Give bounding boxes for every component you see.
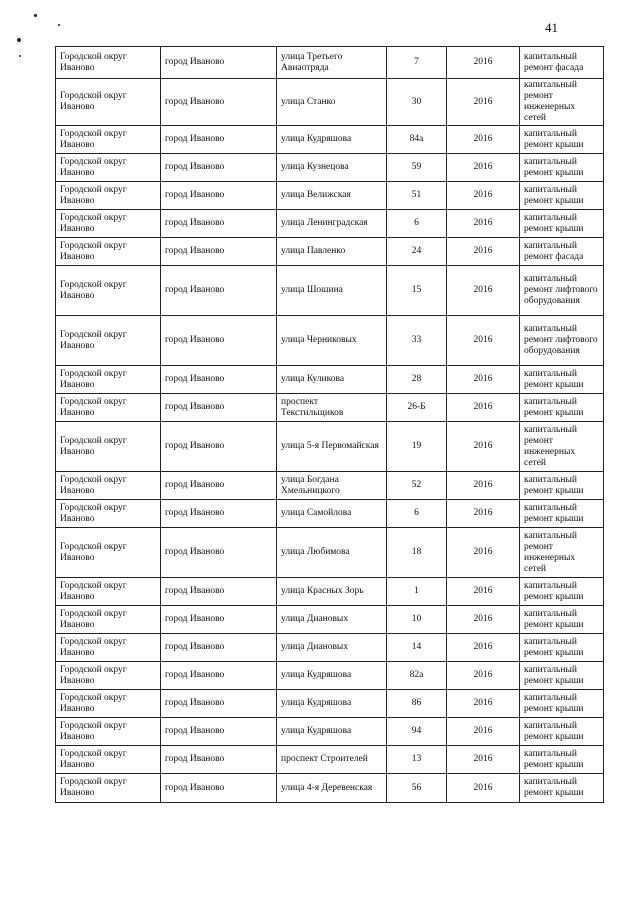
city-cell: город Иваново [161, 662, 277, 690]
house-number-cell: 30 [387, 79, 447, 126]
street-cell: улица Кузнецова [277, 154, 387, 182]
year-cell: 2016 [447, 316, 520, 366]
table-row [56, 210, 604, 238]
table-body [56, 47, 604, 803]
house-number-cell: 84а [387, 126, 447, 154]
district-cell: Городской округ Иваново [56, 528, 161, 578]
work-type-cell: капитальный ремонт крыши [520, 472, 604, 500]
district-cell: Городской округ Иваново [56, 394, 161, 422]
house-number-cell: 94 [387, 718, 447, 746]
year-cell: 2016 [447, 422, 520, 472]
year-cell: 2016 [447, 238, 520, 266]
street-cell: улица Кудряшова [277, 718, 387, 746]
district-cell: Городской округ Иваново [56, 500, 161, 528]
street-cell: улица Красных Зорь [277, 578, 387, 606]
table-row [56, 746, 604, 774]
work-type-cell: капитальный ремонт фасада [520, 238, 604, 266]
district-cell: Городской округ Иваново [56, 690, 161, 718]
year-cell: 2016 [447, 79, 520, 126]
city-cell: город Иваново [161, 472, 277, 500]
house-number-cell: 56 [387, 774, 447, 803]
district-cell: Городской округ Иваново [56, 238, 161, 266]
year-cell: 2016 [447, 634, 520, 662]
house-number-cell: 13 [387, 746, 447, 774]
house-number-cell: 15 [387, 266, 447, 316]
work-type-cell: капитальный ремонт инженерных сетей [520, 79, 604, 126]
house-number-cell: 26-Б [387, 394, 447, 422]
house-number-cell: 14 [387, 634, 447, 662]
scan-artifact-dot [19, 55, 21, 57]
street-cell: улица Шошина [277, 266, 387, 316]
work-type-cell: капитальный ремонт фасада [520, 47, 604, 79]
table-row [56, 690, 604, 718]
city-cell: город Иваново [161, 634, 277, 662]
district-cell: Городской округ Иваново [56, 210, 161, 238]
year-cell: 2016 [447, 472, 520, 500]
city-cell: город Иваново [161, 774, 277, 803]
house-number-cell: 33 [387, 316, 447, 366]
house-number-cell: 24 [387, 238, 447, 266]
year-cell: 2016 [447, 210, 520, 238]
street-cell: улица Любимова [277, 528, 387, 578]
street-cell: улица Диановых [277, 634, 387, 662]
work-type-cell: капитальный ремонт крыши [520, 718, 604, 746]
city-cell: город Иваново [161, 238, 277, 266]
street-cell: улица Ленинградская [277, 210, 387, 238]
table-row [56, 528, 604, 578]
city-cell: город Иваново [161, 47, 277, 79]
table-row [56, 634, 604, 662]
district-cell: Городской округ Иваново [56, 154, 161, 182]
house-number-cell: 1 [387, 578, 447, 606]
scan-artifact-dot [58, 24, 60, 26]
city-cell: город Иваново [161, 366, 277, 394]
table-row [56, 126, 604, 154]
table-row [56, 79, 604, 126]
work-type-cell: капитальный ремонт крыши [520, 126, 604, 154]
street-cell: улица Богдана Хмельницкого [277, 472, 387, 500]
street-cell: улица Черниковых [277, 316, 387, 366]
scan-artifact-dot [17, 38, 21, 42]
city-cell: город Иваново [161, 316, 277, 366]
work-type-cell: капитальный ремонт лифтового оборудования [520, 316, 604, 366]
district-cell: Городской округ Иваново [56, 182, 161, 210]
table-row [56, 266, 604, 316]
table-row [56, 662, 604, 690]
table-row [56, 578, 604, 606]
city-cell: город Иваново [161, 79, 277, 126]
city-cell: город Иваново [161, 154, 277, 182]
city-cell: город Иваново [161, 718, 277, 746]
year-cell: 2016 [447, 366, 520, 394]
work-type-cell: капитальный ремонт крыши [520, 690, 604, 718]
year-cell: 2016 [447, 606, 520, 634]
district-cell: Городской округ Иваново [56, 606, 161, 634]
street-cell: проспект Строителей [277, 746, 387, 774]
year-cell: 2016 [447, 690, 520, 718]
district-cell: Городской округ Иваново [56, 366, 161, 394]
table-row [56, 774, 604, 803]
table-row [56, 47, 604, 79]
house-number-cell: 28 [387, 366, 447, 394]
street-cell: улица Станко [277, 79, 387, 126]
work-type-cell: капитальный ремонт крыши [520, 182, 604, 210]
table-row [56, 366, 604, 394]
district-cell: Городской округ Иваново [56, 126, 161, 154]
house-number-cell: 7 [387, 47, 447, 79]
work-type-cell: капитальный ремонт крыши [520, 210, 604, 238]
street-cell: улица Третьего Авиаотряда [277, 47, 387, 79]
year-cell: 2016 [447, 774, 520, 803]
year-cell: 2016 [447, 266, 520, 316]
house-number-cell: 52 [387, 472, 447, 500]
street-cell: улица Кудряшова [277, 690, 387, 718]
district-cell: Городской округ Иваново [56, 472, 161, 500]
street-cell: улица 4-я Деревенская [277, 774, 387, 803]
street-cell: улица Павленко [277, 238, 387, 266]
table-row [56, 500, 604, 528]
house-number-cell: 6 [387, 210, 447, 238]
district-cell: Городской округ Иваново [56, 266, 161, 316]
city-cell: город Иваново [161, 528, 277, 578]
table-row [56, 238, 604, 266]
year-cell: 2016 [447, 662, 520, 690]
work-type-cell: капитальный ремонт лифтового оборудования [520, 266, 604, 316]
city-cell: город Иваново [161, 578, 277, 606]
city-cell: город Иваново [161, 500, 277, 528]
house-number-cell: 10 [387, 606, 447, 634]
city-cell: город Иваново [161, 210, 277, 238]
district-cell: Городской округ Иваново [56, 774, 161, 803]
work-type-cell: капитальный ремонт крыши [520, 746, 604, 774]
street-cell: проспект Текстильщиков [277, 394, 387, 422]
year-cell: 2016 [447, 394, 520, 422]
house-number-cell: 18 [387, 528, 447, 578]
street-cell: улица Велижская [277, 182, 387, 210]
work-type-cell: капитальный ремонт крыши [520, 154, 604, 182]
street-cell: улица Самойлова [277, 500, 387, 528]
table-row [56, 606, 604, 634]
street-cell: улица Кудряшова [277, 126, 387, 154]
district-cell: Городской округ Иваново [56, 718, 161, 746]
house-number-cell: 59 [387, 154, 447, 182]
work-type-cell: капитальный ремонт крыши [520, 774, 604, 803]
district-cell: Городской округ Иваново [56, 316, 161, 366]
table-row [56, 154, 604, 182]
work-type-cell: капитальный ремонт инженерных сетей [520, 422, 604, 472]
work-type-cell: капитальный ремонт крыши [520, 662, 604, 690]
city-cell: город Иваново [161, 746, 277, 774]
scan-artifact-dot [34, 14, 37, 17]
district-cell: Городской округ Иваново [56, 422, 161, 472]
city-cell: город Иваново [161, 126, 277, 154]
capital-repair-table [55, 46, 604, 803]
year-cell: 2016 [447, 578, 520, 606]
table-row [56, 472, 604, 500]
work-type-cell: капитальный ремонт крыши [520, 500, 604, 528]
table-row [56, 718, 604, 746]
work-type-cell: капитальный ремонт крыши [520, 634, 604, 662]
year-cell: 2016 [447, 528, 520, 578]
year-cell: 2016 [447, 154, 520, 182]
street-cell: улица 5-я Первомайская [277, 422, 387, 472]
street-cell: улица Диановых [277, 606, 387, 634]
year-cell: 2016 [447, 126, 520, 154]
work-type-cell: капитальный ремонт инженерных сетей [520, 528, 604, 578]
house-number-cell: 19 [387, 422, 447, 472]
district-cell: Городской округ Иваново [56, 47, 161, 79]
house-number-cell: 82а [387, 662, 447, 690]
city-cell: город Иваново [161, 266, 277, 316]
district-cell: Городской округ Иваново [56, 578, 161, 606]
table-row [56, 394, 604, 422]
work-type-cell: капитальный ремонт крыши [520, 606, 604, 634]
work-type-cell: капитальный ремонт крыши [520, 366, 604, 394]
table-row [56, 182, 604, 210]
district-cell: Городской округ Иваново [56, 662, 161, 690]
street-cell: улица Кудряшова [277, 662, 387, 690]
district-cell: Городской округ Иваново [56, 746, 161, 774]
city-cell: город Иваново [161, 394, 277, 422]
year-cell: 2016 [447, 182, 520, 210]
house-number-cell: 51 [387, 182, 447, 210]
district-cell: Городской округ Иваново [56, 79, 161, 126]
year-cell: 2016 [447, 746, 520, 774]
district-cell: Городской округ Иваново [56, 634, 161, 662]
year-cell: 2016 [447, 718, 520, 746]
city-cell: город Иваново [161, 690, 277, 718]
year-cell: 2016 [447, 500, 520, 528]
city-cell: город Иваново [161, 606, 277, 634]
page-number: 41 [545, 20, 558, 35]
work-type-cell: капитальный ремонт крыши [520, 394, 604, 422]
year-cell: 2016 [447, 47, 520, 79]
work-type-cell: капитальный ремонт крыши [520, 578, 604, 606]
house-number-cell: 86 [387, 690, 447, 718]
house-number-cell: 6 [387, 500, 447, 528]
city-cell: город Иваново [161, 182, 277, 210]
table-row [56, 422, 604, 472]
street-cell: улица Куликова [277, 366, 387, 394]
city-cell: город Иваново [161, 422, 277, 472]
table-row [56, 316, 604, 366]
